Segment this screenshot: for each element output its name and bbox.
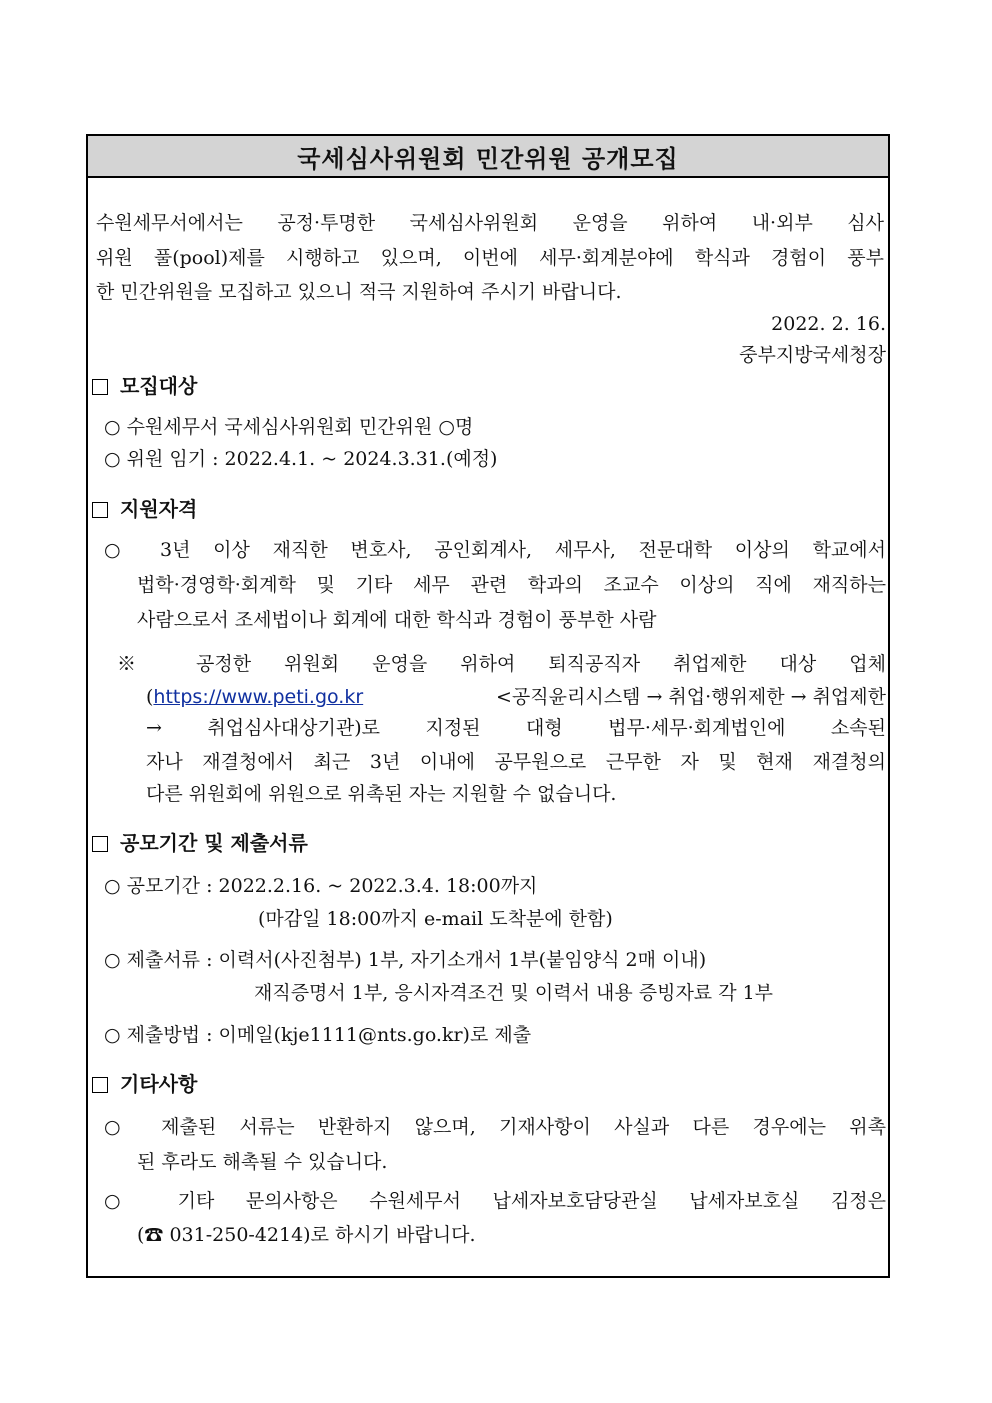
- note-line-2: [146, 684, 886, 710]
- section-heading-period-label: 공모기간 및 제출서류: [120, 831, 308, 855]
- other-item-2-line-2: (☎ 031-250-4214)로 하시기 바랍니다.: [137, 1224, 476, 1246]
- notice-date: 2022. 2. 16.: [771, 313, 886, 335]
- section-heading-target: [92, 373, 197, 399]
- note-line-3: → 취업심사대상기관)로 지정된 대형 법무·세무·회계법인에 소속된: [146, 717, 886, 739]
- section-heading-target-label: 모집대상: [120, 374, 198, 398]
- page-title: 국세심사위원회 민간위원 공개모집: [88, 136, 888, 178]
- note-line-4: 자나 재결청에서 최근 3년 이내에 공무원으로 근무한 자 및 현재 재결청의: [146, 751, 886, 773]
- section-heading-qualification: [92, 496, 197, 522]
- method-line: ○ 제출방법 : 이메일(kje1111@nts.go.kr)로 제출: [104, 1024, 532, 1046]
- qualification-line-1: ○ 3년 이상 재직한 변호사, 공인회계사, 세무사, 전문대학 이상의 학교에서: [104, 539, 886, 561]
- section-heading-period: [92, 830, 308, 856]
- note-line-2-rest: <공직윤리시스템 → 취업·행위제한 → 취업제한: [496, 686, 886, 708]
- checkbox-square-icon: [92, 502, 108, 518]
- docs-line-1: ○ 제출서류 : 이력서(사진첨부) 1부, 자기소개서 1부(붙임양식 2매 이내): [104, 949, 707, 971]
- note-link-wrapper: [146, 684, 363, 710]
- note-line-1: ※ 공정한 위원회 운영을 위하여 퇴직공직자 취업제한 대상 업체: [117, 653, 886, 675]
- intro-line-1: 수원세무서에서는 공정·투명한 국세심사위원회 운영을 위하여 내·외부 심사: [96, 212, 884, 234]
- target-item-2: ○ 위원 임기 : 2022.4.1. ~ 2024.3.31.(예정): [104, 448, 498, 470]
- note-paren: (: [146, 686, 154, 708]
- other-item-1-line-1: ○ 제출된 서류는 반환하지 않으며, 기재사항이 사실과 다른 경우에는 위촉: [104, 1116, 886, 1138]
- notice-signer: 중부지방국세청장: [739, 344, 886, 366]
- checkbox-square-icon: [92, 379, 108, 395]
- other-item-1-line-2: 된 후라도 해촉될 수 있습니다.: [137, 1151, 388, 1173]
- target-item-1: ○ 수원세무서 국세심사위원회 민간위원 ○명: [104, 416, 474, 438]
- section-heading-other: [92, 1071, 197, 1097]
- intro-line-2: 위원 풀(pool)제를 시행하고 있으며, 이번에 세무·회계분야에 학식과 경험이 풍부: [96, 247, 884, 269]
- note-line-5: 다른 위원회에 위원으로 위촉된 자는 지원할 수 없습니다.: [146, 783, 617, 805]
- checkbox-square-icon: [92, 1077, 108, 1093]
- section-heading-qualification-label: 지원자격: [120, 497, 198, 521]
- peti-link[interactable]: https://www.peti.go.kr: [153, 686, 364, 708]
- docs-line-2: 재직증명서 1부, 응시자격조건 및 이력서 내용 증빙자료 각 1부: [254, 982, 774, 1004]
- section-heading-other-label: 기타사항: [120, 1072, 198, 1096]
- qualification-line-3: 사람으로서 조세법이나 회계에 대한 학식과 경험이 풍부한 사람: [137, 609, 657, 631]
- period-note: (마감일 18:00까지 e-mail 도착분에 한함): [258, 908, 613, 930]
- intro-line-3: 한 민간위원을 모집하고 있으니 적극 지원하여 주시기 바랍니다.: [96, 281, 622, 303]
- period-line: ○ 공모기간 : 2022.2.16. ~ 2022.3.4. 18:00까지: [104, 875, 538, 897]
- checkbox-square-icon: [92, 836, 108, 852]
- other-item-2-line-1: ○ 기타 문의사항은 수원세무서 납세자보호담당관실 납세자보호실 김정은: [104, 1190, 886, 1212]
- qualification-line-2: 법학·경영학·회계학 및 기타 세무 관련 학과의 조교수 이상의 직에 재직하는: [137, 574, 886, 596]
